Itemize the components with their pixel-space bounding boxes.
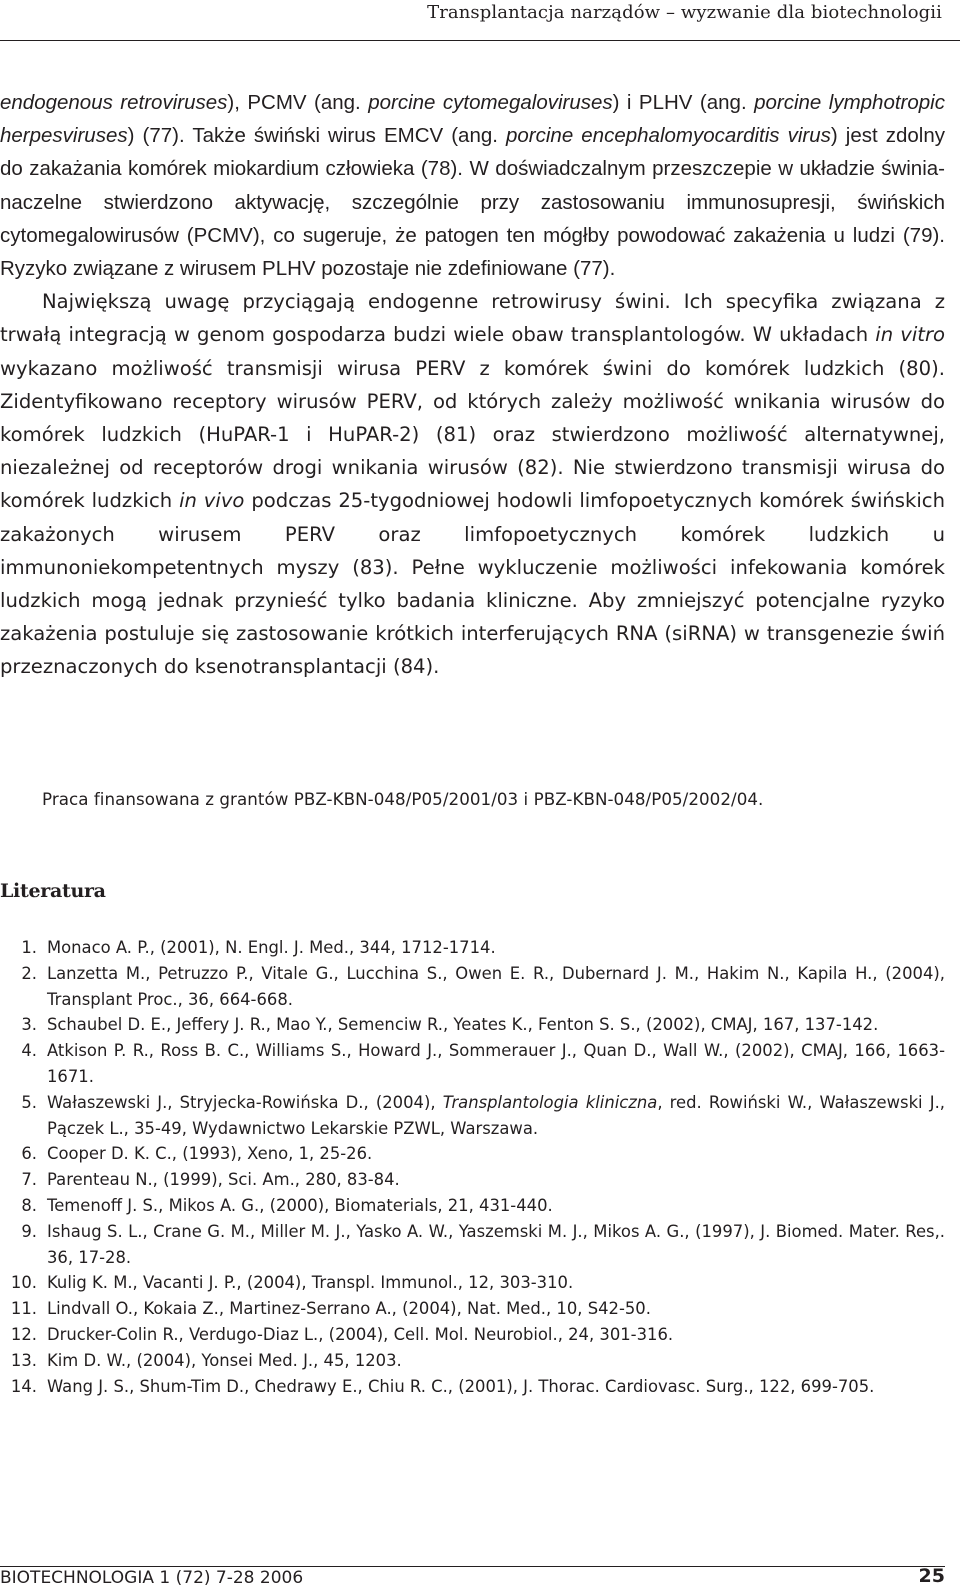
reference-text: Cooper D. K. C., (1993), Xeno, 1, 25-26. xyxy=(47,1144,373,1164)
reference-number: 13. xyxy=(10,1350,37,1370)
paragraph-2 xyxy=(0,285,945,683)
paragraph-2-segment: in vivo xyxy=(179,489,245,513)
reference-text: Kulig K. M., Vacanti J. P., (2004), Transpl. Immunol., 12, 303-310. xyxy=(47,1273,574,1293)
reference-item xyxy=(0,1296,945,1322)
reference-number: 1. xyxy=(21,938,37,957)
reference-text: Lanzetta M., Petruzzo P., Vitale G., Lucchina S., Owen E. R., Dubernard J. M., Hakim N., Kapila H., (2004), Transplant Proc., 36, 664-668. xyxy=(47,963,945,1009)
paragraph-1-segment: ) (77). Także świński wirus EMCV (ang. xyxy=(127,124,506,148)
reference-number: 12. xyxy=(10,1324,37,1344)
reference-number: 3. xyxy=(21,1015,37,1035)
reference-number: 14. xyxy=(10,1376,37,1396)
running-head: Transplantacja narządów – wyzwanie dla biotechnologii xyxy=(427,2,942,23)
paragraph-2-segment: wykazano możliwość transmisji wirusa PERV z komórek świni do komórek ludzkich (80). Zidentyfikowano receptory wirusów PERV, od których zależy możliwość wnikania wirusów do komórek ludzkich (HuPAR-1 i HuPAR-2) (81) oraz stwierdzono możliwość alternatywnej, niezależnej od receptorów drogi wnikania wirusów (82). Nie stwierdzono transmisji wirusa do komórek ludzkich xyxy=(0,356,945,513)
literature-heading: Literatura xyxy=(0,880,106,902)
reference-text: Transplantologia kliniczna xyxy=(442,1092,658,1112)
reference-text: Wang J. S., Shum-Tim D., Chedrawy E., Chiu R. C., (2001), J. Thorac. Cardiovasc. Surg., 122, 699-705. xyxy=(47,1376,875,1396)
reference-item xyxy=(0,1374,945,1400)
paragraph-2-segment: podczas 25-tygodniowej hodowli limfopoetycznych komórek świńskich zakażonych wirusem PERV oraz limfopoetycznych komórek ludzkich u immunoniekompetentnych myszy (83). Pełne wykluczenie możliwości infekowania komórek ludzkich mogą jednak przynieść tylko badania kliniczne. Aby zmniejszyć potencjalne ryzyko zakażenia postuluje się zastosowanie krótkich interferujących RNA (siRNA) w transgenezie świń przeznaczonych do ksenotransplantacji (84). xyxy=(0,489,946,679)
reference-item xyxy=(0,1193,945,1219)
reference-text: Lindvall O., Kokaia Z., Martinez-Serrano A., (2004), Nat. Med., 10, S42-50. xyxy=(47,1299,651,1319)
reference-item xyxy=(0,961,945,1013)
reference-item xyxy=(0,1348,945,1374)
paragraph-1-segment: porcine lymphotropic herpesviruses xyxy=(0,91,945,148)
paragraph-1-segment: porcine cytomegaloviruses xyxy=(368,91,613,114)
paragraph-1-segment: ), PCMV (ang. xyxy=(227,91,369,114)
reference-number: 2. xyxy=(21,963,37,983)
journal-citation: BIOTECHNOLOGIA 1 (72) 7-28 2006 xyxy=(0,1568,304,1588)
reference-number: 9. xyxy=(21,1221,37,1241)
reference-number: 6. xyxy=(21,1144,37,1164)
reference-item xyxy=(0,1141,945,1167)
paragraph-1-segment: ) i PLHV (ang. xyxy=(612,91,755,114)
reference-text: Atkison P. R., Ross B. C., Williams S., Howard J., Sommerauer J., Quan D., Wall W., (2002), CMAJ, 166, 1663-1671. xyxy=(47,1041,945,1086)
reference-item xyxy=(0,1090,945,1142)
reference-item xyxy=(0,1012,945,1038)
reference-text: Monaco A. P., (2001), N. Engl. J. Med., 344, 1712-1714. xyxy=(47,938,496,957)
funding-note: Praca finansowana z grantów PBZ-KBN-048/P05/2001/03 i PBZ-KBN-048/P05/2002/04. xyxy=(42,789,764,809)
header-rule xyxy=(0,40,960,41)
reference-text: Drucker-Colin R., Verdugo-Diaz L., (2004), Cell. Mol. Neurobiol., 24, 301-316. xyxy=(47,1324,674,1344)
reference-text: Kim D. W., (2004), Yonsei Med. J., 45, 1203. xyxy=(47,1350,402,1370)
reference-item xyxy=(0,1038,945,1090)
body-text xyxy=(0,86,945,684)
paragraph-1-segment: porcine encephalomyocarditis virus xyxy=(506,124,831,148)
paragraph-2-segment: in vitro xyxy=(875,323,945,347)
reference-item xyxy=(0,1219,945,1271)
reference-text: Schaubel D. E., Jeffery J. R., Mao Y., Semenciw R., Yeates K., Fenton S. S., (2002), CMAJ, 167, 137-142. xyxy=(47,1015,879,1035)
paragraph-1-segment: endogenous retroviruses xyxy=(0,91,228,114)
reference-text: Ishaug S. L., Crane G. M., Miller M. J., Yasko A. W., Yaszemski M. J., Mikos A. G., (1997), J. Biomed. Mater. Res,. 36, 17-28. xyxy=(47,1221,945,1267)
paragraph-1 xyxy=(0,86,945,285)
footer-rule xyxy=(0,1566,945,1567)
reference-number: 10. xyxy=(10,1273,37,1293)
reference-text: Temenoff J. S., Mikos A. G., (2000), Biomaterials, 21, 431-440. xyxy=(47,1195,553,1215)
reference-item xyxy=(0,1270,945,1296)
reference-item xyxy=(0,935,945,961)
reference-number: 5. xyxy=(21,1092,37,1112)
reference-number: 7. xyxy=(21,1170,37,1190)
reference-item xyxy=(0,1167,945,1193)
reference-text: Parenteau N., (1999), Sci. Am., 280, 83-84. xyxy=(47,1170,400,1190)
reference-text: Wałaszewski J., Stryjecka-Rowińska D., (2004), xyxy=(47,1092,443,1112)
paragraph-1-segment: ) jest zdolny do zakażania komórek miokardium człowieka (78). W doświadczalnym przeszczepie w układzie świnia-naczelne stwierdzono aktywację, szczególnie przy zastosowaniu immunosupresji, świńskich cytomegalowirusów (PCMV), co sugeruje, że patogen ten mógłby powodować zakażenia u ludzi (79). Ryzyko związane z wirusem PLHV pozostaje nie zdefiniowane (77). xyxy=(0,124,945,281)
reference-text: , red. Rowiński W., Wałaszewski J., Pączek L., 35-49, Wydawnictwo Lekarskie PZWL, Warszawa. xyxy=(47,1092,945,1138)
paragraph-2-segment: Największą uwagę przyciągają endogenne retrowirusy świni. Ich specyfika związana z trwałą integracją w genom gospodarza budzi wiele obaw transplantologów. W układach xyxy=(0,290,945,347)
reference-list xyxy=(0,935,945,1399)
reference-number: 4. xyxy=(21,1041,37,1061)
reference-number: 8. xyxy=(21,1195,37,1215)
reference-number: 11. xyxy=(10,1299,37,1319)
reference-item xyxy=(0,1322,945,1348)
page-number: 25 xyxy=(918,1565,945,1587)
